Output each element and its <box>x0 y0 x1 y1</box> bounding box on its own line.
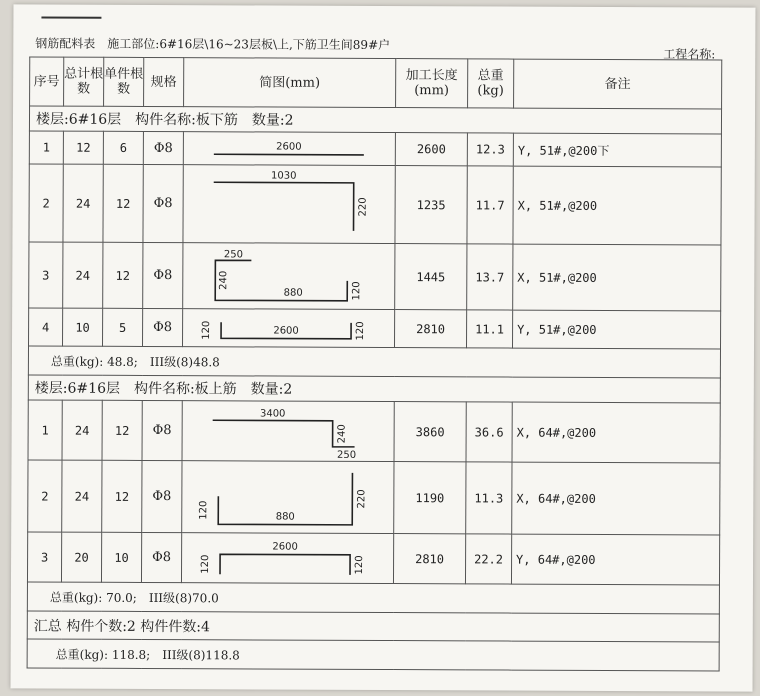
cell-unit: 10 <box>101 532 141 582</box>
cell-unit: 12 <box>102 400 142 460</box>
document-title: 钢筋配料表 施工部位:6#16层\16~23层板\上,下筋卫生间89#户 <box>35 36 391 53</box>
dim-label: 240 <box>336 423 348 443</box>
dim-label: 120 <box>351 280 363 300</box>
cell-sketch <box>183 165 395 244</box>
cell-note: X, 64#,@200 <box>512 402 720 463</box>
cell-note: Y, 51#,@200下 <box>513 133 721 167</box>
cell-seq: 3 <box>27 532 61 582</box>
dim-label: 120 <box>198 500 210 520</box>
cell-spec: Φ8 <box>143 164 183 242</box>
section-summary <box>28 346 720 378</box>
cell-note: Y, 64#,@200 <box>511 534 719 585</box>
section-weight-summary: 总重(kg): 70.0; III级(8)70.0 <box>27 582 719 614</box>
project-name-label: 工程名称: <box>663 47 716 62</box>
top-rule <box>41 17 101 19</box>
cell-sketch <box>183 309 395 348</box>
col-spec: 规格 <box>144 57 184 106</box>
col-weight: 总重(kg) <box>468 59 514 108</box>
cell-note: X, 64#,@200 <box>512 462 720 535</box>
cell-spec: Φ8 <box>143 308 183 346</box>
section-weight-summary: 总重(kg): 48.8; III级(8)48.8 <box>28 346 720 378</box>
dim-label: 240 <box>218 270 230 290</box>
section-header <box>28 375 720 403</box>
cell-length: 2810 <box>393 534 465 584</box>
cell-spec: Φ8 <box>143 131 183 164</box>
dim-label: 220 <box>357 196 369 216</box>
cell-spec: Φ8 <box>143 242 183 308</box>
total-weight-summary: 总重(kg): 118.8; III级(8)118.8 <box>27 639 719 671</box>
table-row <box>29 308 721 349</box>
cell-total: 24 <box>62 460 102 532</box>
dim-label: 3400 <box>259 407 286 420</box>
rebar-sketch <box>182 462 394 533</box>
rebar-sketch <box>184 132 396 165</box>
col-length: 加工长度(mm) <box>396 59 468 108</box>
section-header <box>29 106 721 134</box>
rebar-sketch <box>182 534 394 583</box>
dim-label: 2600 <box>273 325 299 337</box>
dim-label: 120 <box>201 320 213 340</box>
total-summary <box>27 639 719 671</box>
cell-sketch <box>182 461 394 534</box>
col-seq: 序号 <box>30 57 64 106</box>
cell-unit: 12 <box>103 242 143 308</box>
cell-length: 1445 <box>395 244 467 310</box>
table-row <box>29 242 721 311</box>
cell-sketch <box>181 533 393 584</box>
dim-label: 250 <box>336 449 357 461</box>
cell-total: 12 <box>63 131 103 164</box>
cell-unit: 12 <box>103 164 143 242</box>
table-row <box>28 400 720 463</box>
rebar-sketch <box>183 166 395 243</box>
section-title: 楼层:6#16层 构件名称:板下筋 数量:2 <box>29 106 721 134</box>
cell-total: 10 <box>63 308 103 346</box>
cell-total: 24 <box>63 242 103 308</box>
table-header-row <box>30 57 722 109</box>
dim-label: 220 <box>356 488 368 508</box>
table-row <box>27 532 719 585</box>
cell-length: 2600 <box>395 133 467 166</box>
cell-spec: Φ8 <box>142 460 182 532</box>
cell-sketch <box>182 401 394 462</box>
cell-note: X, 51#,@200 <box>513 166 721 245</box>
section-summary <box>27 582 719 614</box>
dim-label: 1030 <box>271 170 297 182</box>
document-page <box>11 4 756 691</box>
cell-spec: Φ8 <box>142 400 182 460</box>
rebar-sketch <box>183 244 395 309</box>
cell-length: 2810 <box>395 310 467 348</box>
cell-seq: 1 <box>28 400 62 460</box>
cell-weight: 12.3 <box>467 133 513 166</box>
cell-spec: Φ8 <box>141 532 181 582</box>
cell-weight: 11.3 <box>466 462 512 534</box>
dim-label: 880 <box>275 511 295 523</box>
section-title: 楼层:6#16层 构件名称:板上筋 数量:2 <box>28 375 720 403</box>
cell-sketch <box>183 132 395 166</box>
table-row <box>28 460 720 535</box>
cell-note: Y, 51#,@200 <box>513 310 721 349</box>
cell-length: 3860 <box>394 402 466 462</box>
rebar-sketch <box>183 402 395 461</box>
dim-label: 120 <box>200 554 212 574</box>
dim-label: 880 <box>283 287 303 299</box>
cell-unit: 6 <box>103 131 143 164</box>
cell-seq: 3 <box>29 242 63 308</box>
total-title: 汇总 构件个数:2 构件件数:4 <box>27 611 719 642</box>
dim-label: 120 <box>355 320 367 340</box>
cell-weight: 11.1 <box>467 310 513 348</box>
cell-total: 24 <box>63 164 103 242</box>
cell-weight: 11.7 <box>467 166 513 244</box>
cell-total: 24 <box>62 400 102 460</box>
cell-unit: 5 <box>103 308 143 346</box>
cell-weight: 13.7 <box>467 244 513 310</box>
cell-weight: 36.6 <box>466 402 512 462</box>
cell-sketch <box>183 243 395 310</box>
cell-length: 1235 <box>395 166 467 244</box>
dim-label: 2600 <box>276 141 302 153</box>
cell-length: 1190 <box>394 462 466 534</box>
col-note: 备注 <box>514 59 722 109</box>
dim-label: 250 <box>223 248 243 260</box>
cell-note: X, 51#,@200 <box>513 244 721 311</box>
dim-label: 120 <box>354 554 366 574</box>
cell-total: 20 <box>61 532 101 582</box>
cell-seq: 4 <box>29 308 63 346</box>
total-header <box>27 611 719 642</box>
dim-label: 2600 <box>272 541 298 553</box>
rebar-schedule-table <box>27 56 723 671</box>
cell-weight: 22.2 <box>465 534 511 584</box>
cell-unit: 12 <box>102 460 142 532</box>
col-total-count: 总计根数 <box>64 57 104 106</box>
cell-seq: 2 <box>29 164 63 242</box>
rebar-sketch <box>183 310 395 347</box>
col-sketch: 简图(mm) <box>184 58 396 108</box>
col-unit-count: 单件根数 <box>104 57 144 106</box>
cell-seq: 2 <box>28 460 62 532</box>
table-row <box>29 164 721 245</box>
cell-seq: 1 <box>29 131 63 164</box>
table-row <box>29 131 721 167</box>
